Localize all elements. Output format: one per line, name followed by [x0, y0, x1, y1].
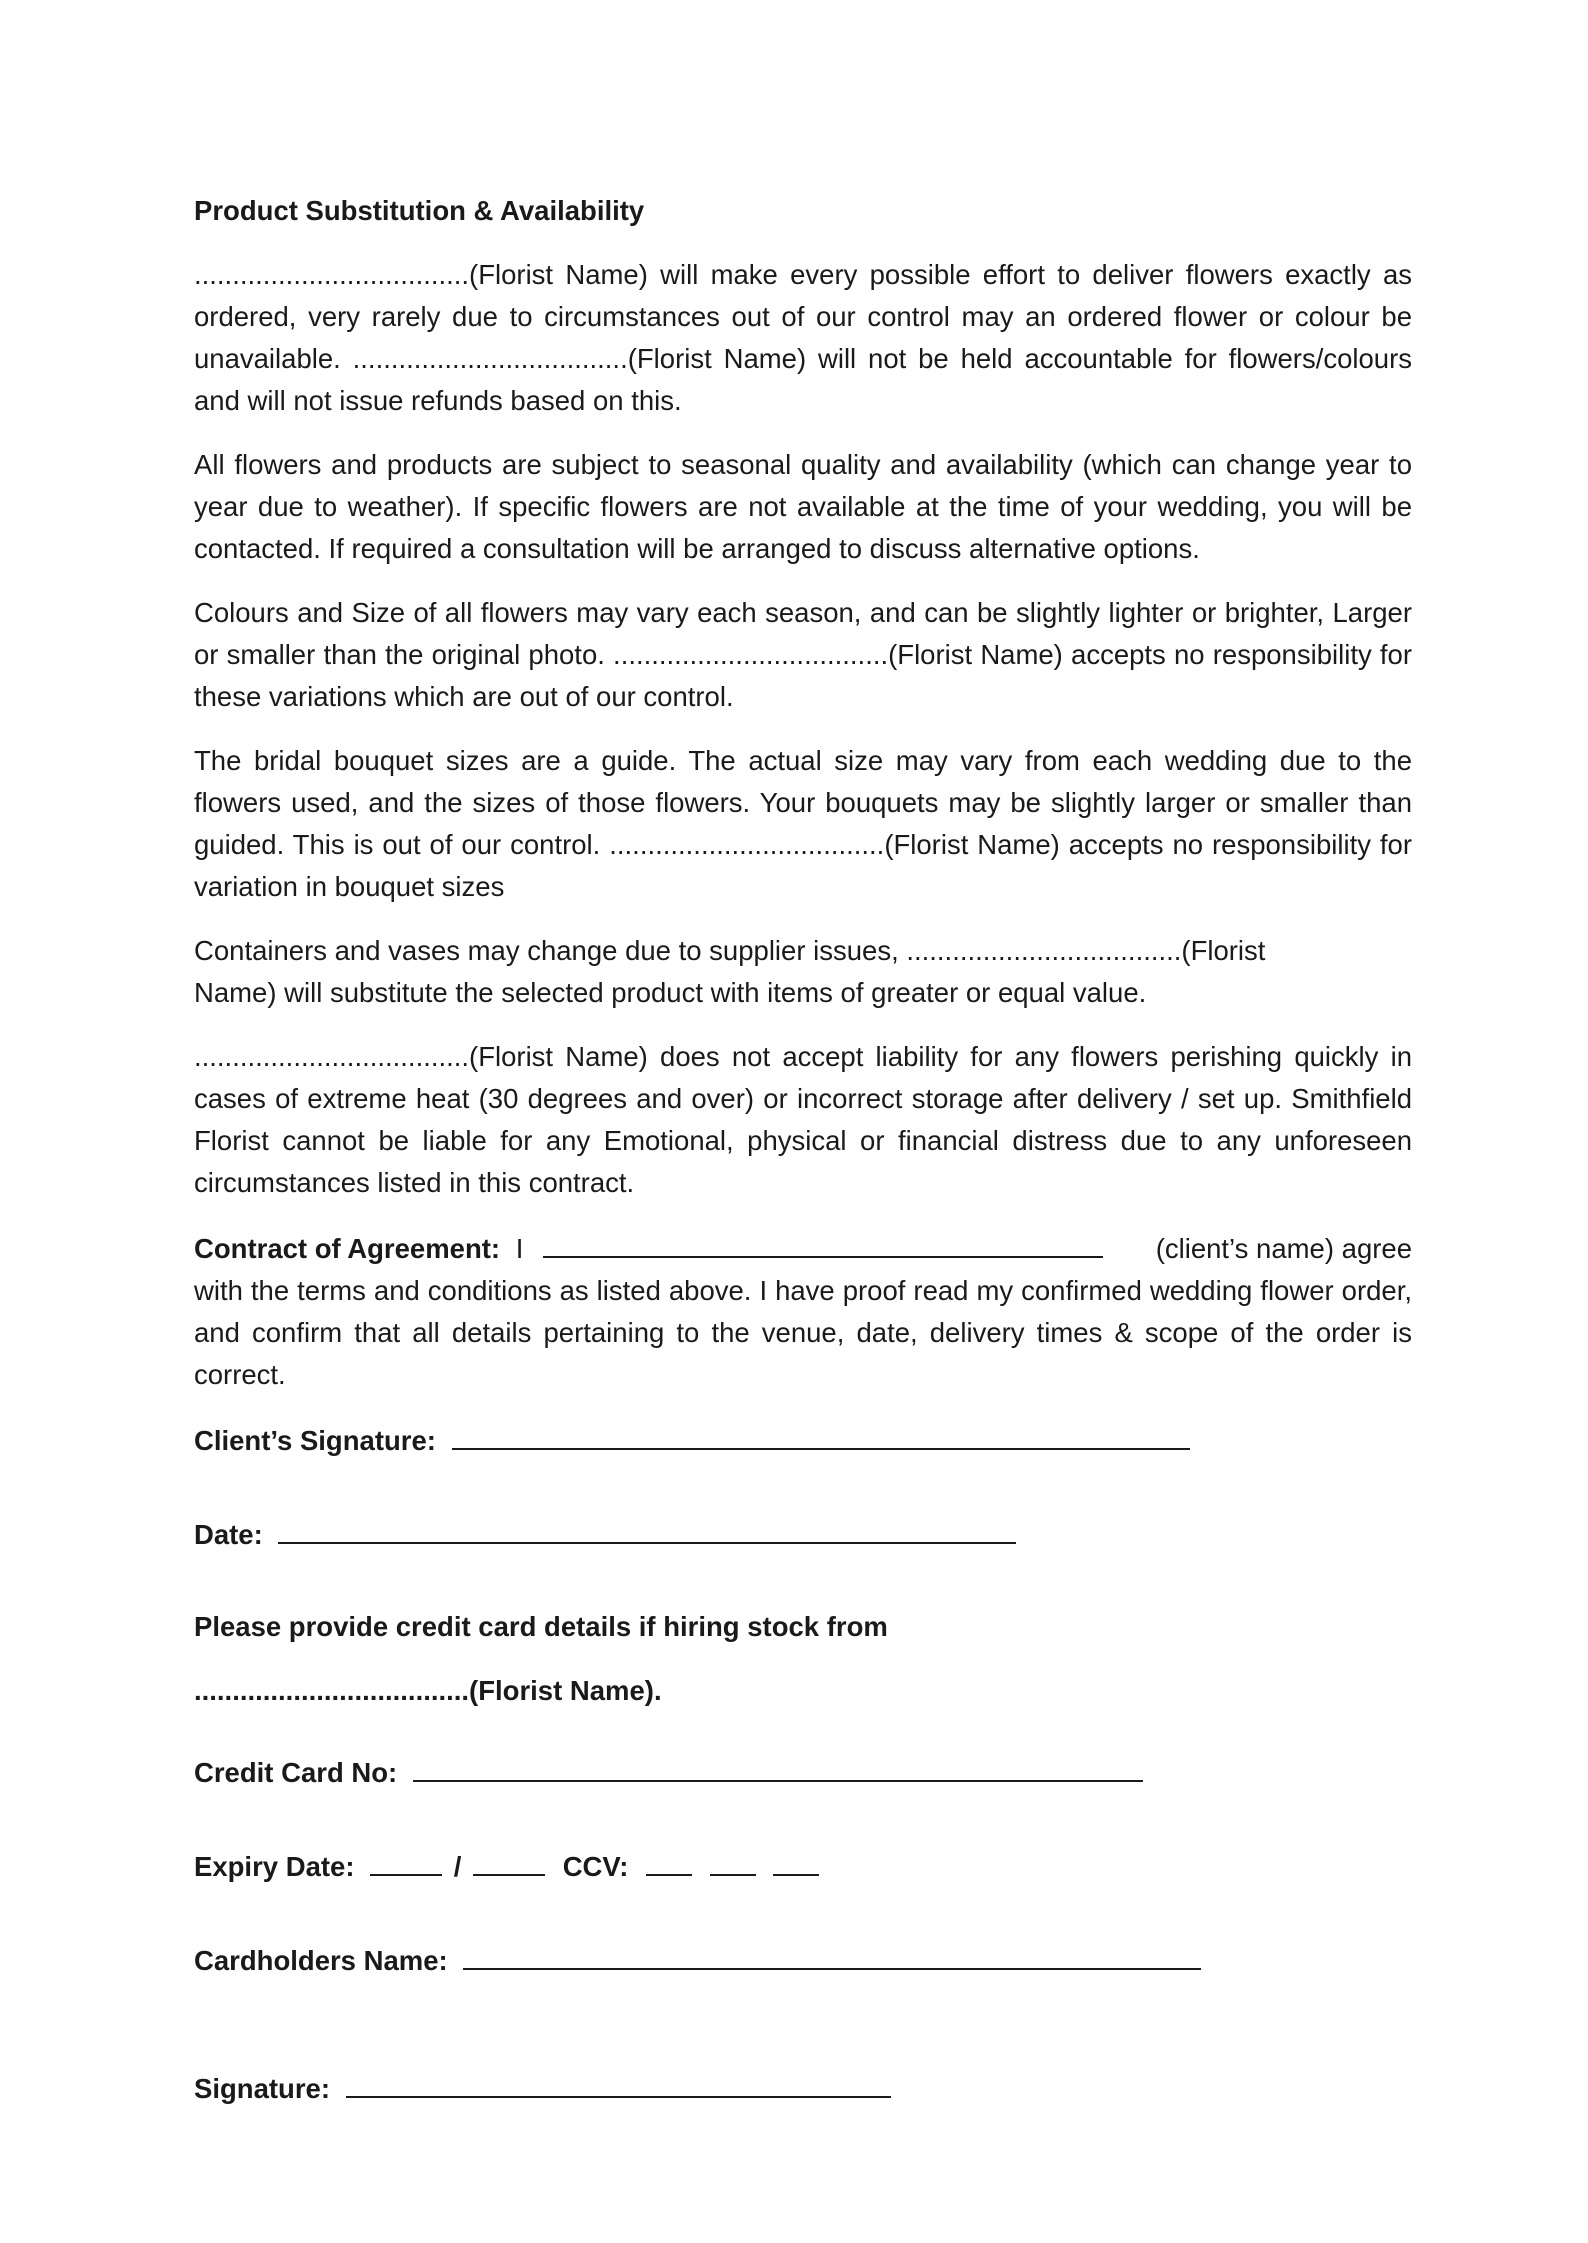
agreement-label: Contract of Agreement:: [194, 1233, 501, 1264]
signature-row: [194, 2066, 1412, 2110]
ccv-digit-2-field[interactable]: [710, 1844, 756, 1876]
client-signature-row: [194, 1418, 1412, 1462]
signature-label: Signature:: [194, 2073, 330, 2104]
signature-field[interactable]: [346, 2066, 891, 2098]
ccv-digit-1-field[interactable]: [646, 1844, 692, 1876]
agreement-first-line: [194, 1226, 1412, 1270]
credit-card-row: [194, 1750, 1412, 1794]
credit-card-field[interactable]: [413, 1750, 1143, 1782]
cardholders-name-row: [194, 1938, 1412, 1982]
paragraph-colours-size: Colours and Size of all flowers may vary each season, and can be slightly lighter or brighter, Larger or smaller than the original photo. ....................................(Florist Name) accepts no responsibility for these variations which are out of our control.: [194, 597, 1412, 712]
expiry-slash: /: [453, 1851, 462, 1882]
cardholders-name-label: Cardholders Name:: [194, 1945, 448, 1976]
ccv-digit-3-field[interactable]: [773, 1844, 819, 1876]
expiry-month-field[interactable]: [370, 1844, 442, 1876]
agreement-body: with the terms and conditions as listed above. I have proof read my confirmed wedding flower order, and confirm that all details pertaining to the venue, date, delivery times & scope of the order is correct.: [194, 1275, 1412, 1390]
credit-note: Please provide credit card details if hiring stock from: [194, 1611, 888, 1642]
agreement-suffix: (client’s name) agree: [1155, 1233, 1412, 1264]
credit-card-label: Credit Card No:: [194, 1757, 398, 1788]
date-field[interactable]: [278, 1512, 1016, 1544]
florist-name-line: ....................................(Florist Name).: [194, 1675, 662, 1706]
client-signature-label: Client’s Signature:: [194, 1425, 436, 1456]
expiry-year-field[interactable]: [473, 1844, 545, 1876]
paragraph-containers: Containers and vases may change due to supplier issues, ....................................(Florist Name) will substitute the selected product with items of greater or equal value.: [194, 935, 1266, 1008]
expiry-ccv-row: [194, 1844, 1412, 1888]
date-row: [194, 1512, 1412, 1556]
client-signature-field[interactable]: [452, 1418, 1190, 1450]
paragraph-seasonal: All flowers and products are subject to seasonal quality and availability (which can change year to year due to weather). If specific flowers are not available at the time of your wedding, you will be contacted. If required a consultation will be arranged to discuss alternative options.: [194, 449, 1412, 564]
expiry-date-label: Expiry Date:: [194, 1851, 355, 1882]
agreement-block: [194, 1226, 1412, 1396]
paragraph-substitution: ....................................(Florist Name) will make every possible effort to deliver flowers exactly as ordered, very rarely due to circumstances out of our control may an ordered flower or colour be unavailable. ....................................(Florist Name) will not be held accountable for flowers/colours and will not issue refunds based on this.: [194, 259, 1412, 416]
document-content: [194, 190, 1412, 2110]
section-heading: Product Substitution & Availability: [194, 195, 645, 226]
ccv-label: CCV:: [562, 1851, 629, 1882]
client-name-field[interactable]: [543, 1226, 1103, 1258]
paragraph-bouquet-sizes: The bridal bouquet sizes are a guide. The actual size may vary from each wedding due to the flowers used, and the sizes of those flowers. Your bouquets may be slightly larger or smaller than guided. This is out of our control. ....................................(Florist Name) accepts no responsibility for variation in bouquet sizes: [194, 745, 1412, 902]
paragraph-liability: ....................................(Florist Name) does not accept liability for any flowers perishing quickly in cases of extreme heat (30 degrees and over) or incorrect storage after delivery / set up. Smithfield Florist cannot be liable for any Emotional, physical or financial distress due to any unforeseen circumstances listed in this contract.: [194, 1041, 1412, 1198]
agreement-prefix: I: [515, 1233, 524, 1264]
cardholders-name-field[interactable]: [463, 1938, 1201, 1970]
date-label: Date:: [194, 1519, 263, 1550]
